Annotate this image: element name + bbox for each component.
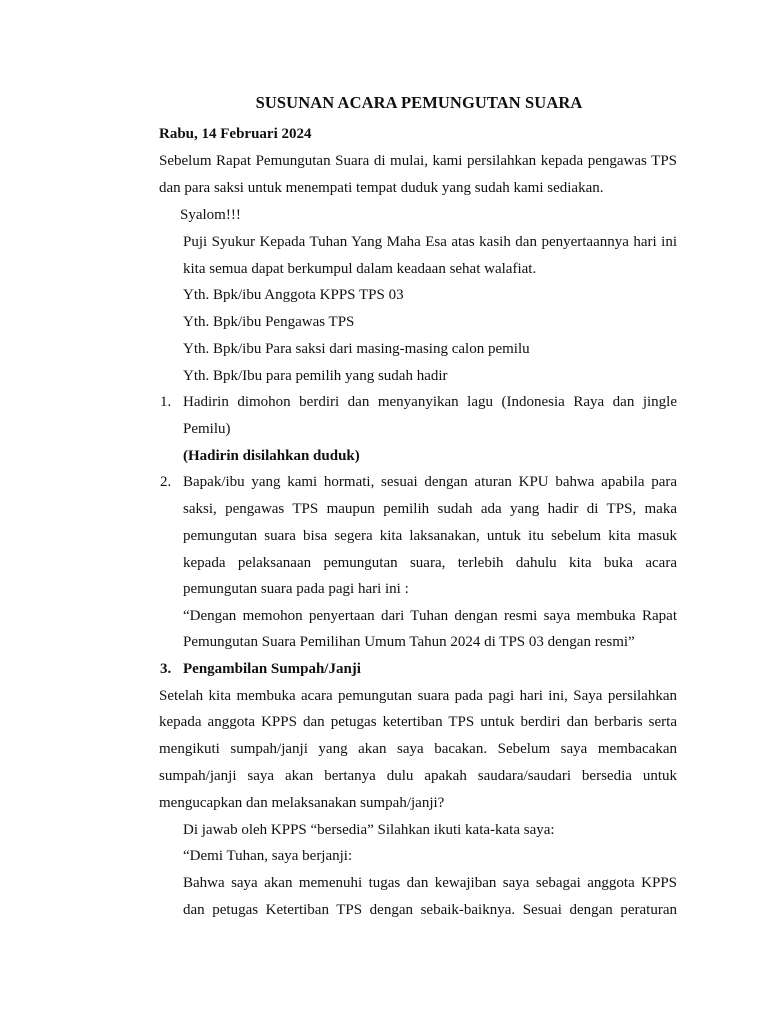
praise-line: Puji Syukur Kepada Tuhan Yang Maha Esa atas kasih dan penyertaannya hari ini xyxy=(183,234,677,250)
item2-line: pemungutan suara bisa segera kita laksanakan, untuk itu sebelum kita masuk xyxy=(183,528,677,544)
item2-line: kepada pelaksanaan pemungutan suara, terlebih dahulu kita buka acara xyxy=(183,555,677,571)
addressee-line: Yth. Bpk/ibu Anggota KPPS TPS 03 xyxy=(183,287,404,303)
addressee-line: Yth. Bpk/Ibu para pemilih yang sudah hadir xyxy=(183,368,448,384)
item2-line: pemungutan suara pada pagi hari ini : xyxy=(183,581,409,597)
greeting: Syalom!!! xyxy=(180,207,241,223)
item3-oath-line: Bahwa saya akan memenuhi tugas dan kewajiban saya sebagai anggota KPPS xyxy=(183,875,677,891)
intro-line: dan para saksi untuk menempati tempat duduk yang sudah kami sediakan. xyxy=(159,180,604,196)
document-date: Rabu, 14 Februari 2024 xyxy=(159,126,312,142)
addressee-line: Yth. Bpk/ibu Pengawas TPS xyxy=(183,314,355,330)
item3-line: Setelah kita membuka acara pemungutan suara pada pagi hari ini, Saya persilahkan xyxy=(159,688,677,704)
item1-line: Hadirin dimohon berdiri dan menyanyikan lagu (Indonesia Raya dan jingle xyxy=(183,394,677,410)
item2-quote-line: Pemungutan Suara Pemilihan Umum Tahun 2024 di TPS 03 dengan resmi” xyxy=(183,634,635,650)
item3-oath-line: dan petugas Ketertiban TPS dengan sebaik-baiknya. Sesuai dengan peraturan xyxy=(183,902,677,918)
document-title: SUSUNAN ACARA PEMUNGUTAN SUARA xyxy=(255,93,583,112)
item3-line: kepada anggota KPPS dan petugas ketertiban TPS untuk berdiri dan berbaris serta xyxy=(159,714,677,730)
item3-line: mengikuti sumpah/janji yang akan saya bacakan. Sebelum saya membacakan xyxy=(159,741,677,757)
item2-line: Bapak/ibu yang kami hormati, sesuai dengan aturan KPU bahwa apabila para xyxy=(183,474,677,490)
item-number: 2. xyxy=(160,474,172,490)
item2-line: saksi, pengawas TPS maupun pemilih sudah ada yang hadir di TPS, maka xyxy=(183,501,677,517)
addressee-line: Yth. Bpk/ibu Para saksi dari masing-masing calon pemilu xyxy=(183,341,530,357)
item3-answer: Di jawab oleh KPPS “bersedia” Silahkan ikuti kata-kata saya: xyxy=(183,822,555,838)
item3-heading: Pengambilan Sumpah/Janji xyxy=(183,661,361,677)
item-number: 1. xyxy=(160,394,172,410)
item2-quote-line: “Dengan memohon penyertaan dari Tuhan dengan resmi saya membuka Rapat xyxy=(183,608,677,624)
intro-line: Sebelum Rapat Pemungutan Suara di mulai, kami persilahkan kepada pengawas TPS xyxy=(159,153,677,169)
item1-instruction: (Hadirin disilahkan duduk) xyxy=(183,448,360,464)
item3-line: mengucapkan dan melaksanakan sumpah/janji? xyxy=(159,795,445,811)
item1-line: Pemilu) xyxy=(183,421,231,437)
praise-line: kita semua dapat berkumpul dalam keadaan sehat walafiat. xyxy=(183,261,537,277)
item-number: 3. xyxy=(160,661,172,677)
item3-oath-open: “Demi Tuhan, saya berjanji: xyxy=(183,848,353,864)
item3-line: sumpah/janji saya akan bertanya dulu apakah saudara/saudari bersedia untuk xyxy=(159,768,677,784)
